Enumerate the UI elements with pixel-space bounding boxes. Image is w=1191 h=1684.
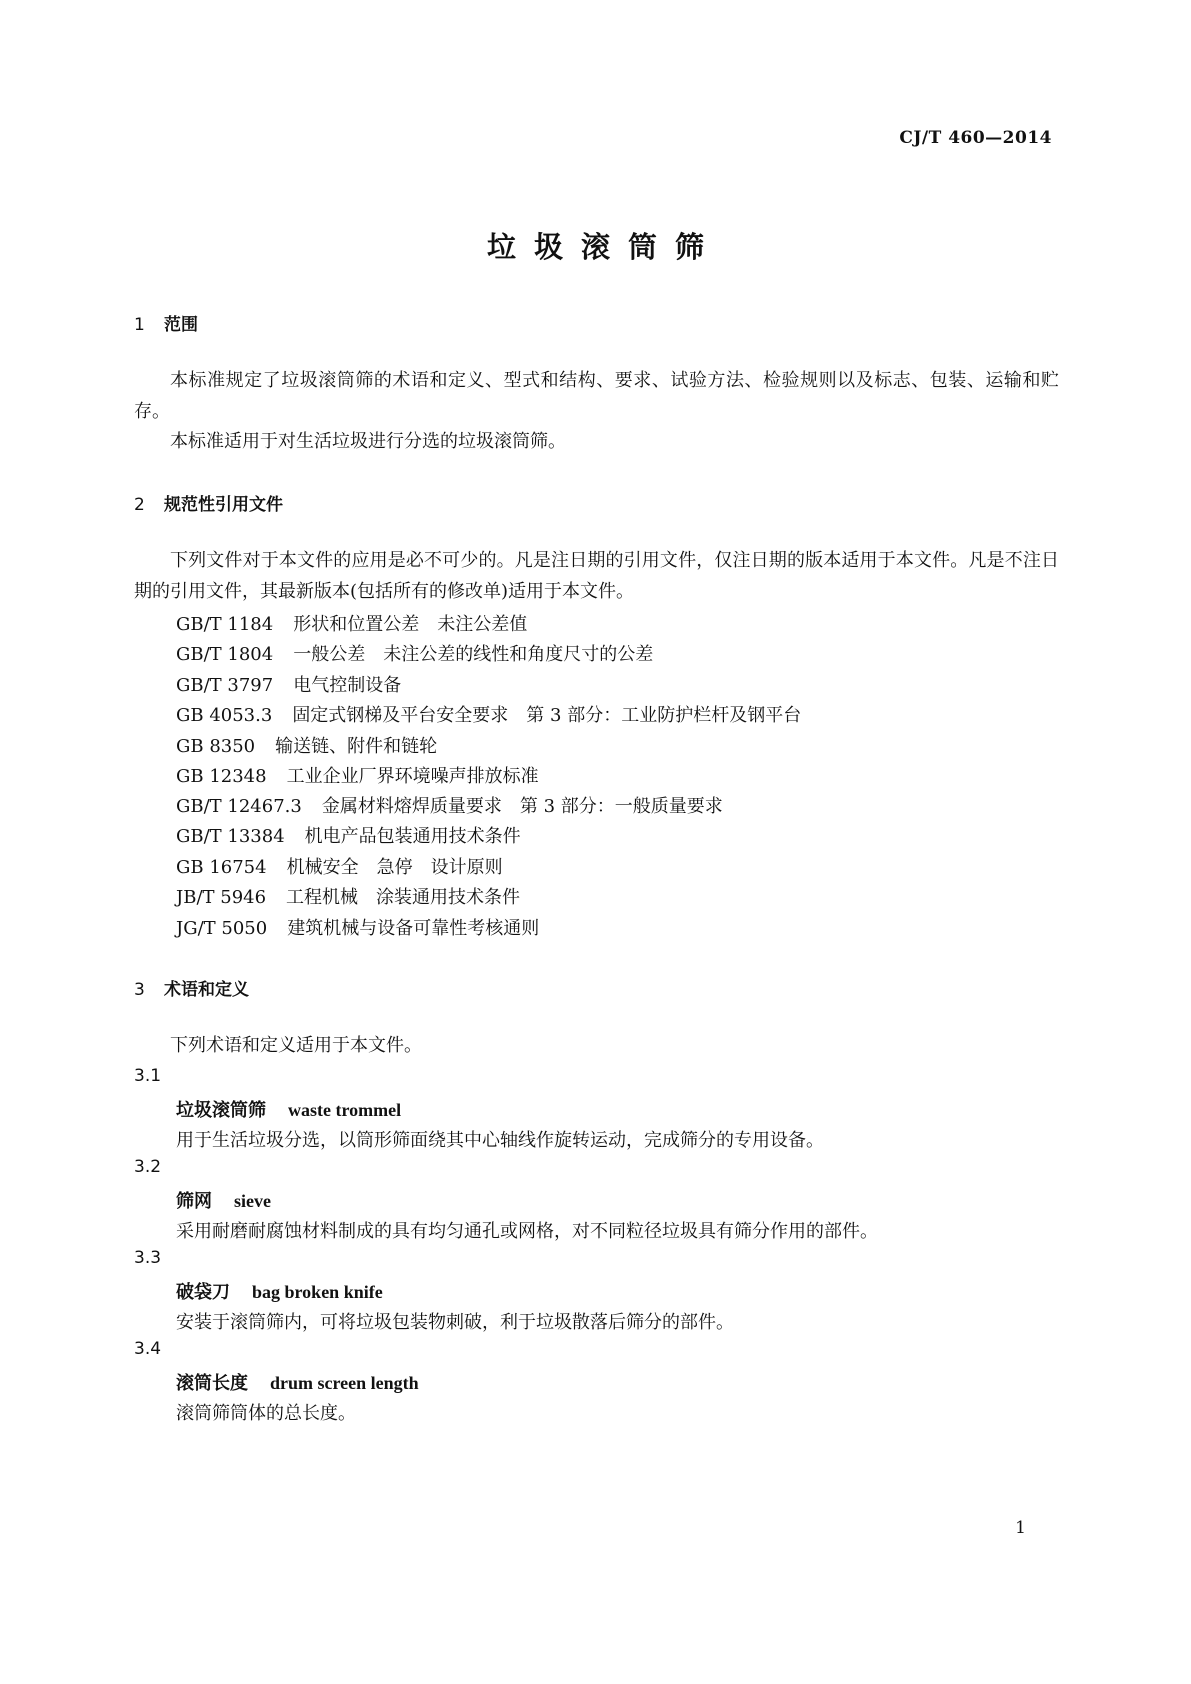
reference-title: 机械安全 急停 设计原则 [286, 857, 503, 878]
section-title: 规范性引用文件 [164, 495, 283, 515]
reference-code: JB/T 5946 [176, 887, 267, 908]
section-1-paragraph-1: 本标准规定了垃圾滚筒筛的术语和定义、型式和结构、要求、试验方法、检验规则以及标志、包装、运输和贮存。 [134, 370, 1059, 422]
section-title: 范围 [164, 315, 198, 335]
reference-item [176, 610, 527, 636]
reference-code: JG/T 5050 [176, 918, 268, 939]
reference-item [176, 732, 437, 758]
reference-title: 输送链、附件和链轮 [275, 736, 438, 757]
reference-code: GB/T 1184 [176, 614, 274, 635]
section-number: 1 [134, 315, 145, 335]
reference-item [176, 792, 723, 818]
standard-code: CJ/T 460—2014 [899, 128, 1052, 148]
term-en: waste trommel [288, 1100, 402, 1120]
reference-code: GB/T 3797 [176, 675, 274, 696]
term-number: 3.3 [134, 1248, 162, 1268]
section-2-heading [134, 490, 283, 515]
reference-item [176, 762, 539, 788]
reference-item [176, 883, 520, 909]
term-cn: 破袋刀 [176, 1282, 230, 1303]
section-1-heading [134, 310, 198, 335]
term-en: bag broken knife [252, 1282, 383, 1302]
term-cn: 垃圾滚筒筛 [176, 1100, 266, 1121]
section-number: 3 [134, 980, 145, 1000]
reference-code: GB 16754 [176, 857, 267, 878]
reference-title: 一般公差 未注公差的线性和角度尺寸的公差 [293, 644, 654, 665]
term-cn: 筛网 [176, 1191, 212, 1212]
section-3-intro: 下列术语和定义适用于本文件。 [170, 1035, 422, 1056]
document-title: 垃圾滚筒筛 [486, 230, 722, 264]
term-definition: 用于生活垃圾分选，以筒形筛面绕其中心轴线作旋转运动，完成筛分的专用设备。 [176, 1130, 824, 1151]
reference-item [176, 853, 503, 879]
term-definition: 安装于滚筒筛内，可将垃圾包装物刺破，利于垃圾散落后筛分的部件。 [176, 1312, 734, 1333]
term-definition: 滚筒筛筒体的总长度。 [176, 1403, 356, 1424]
reference-code: GB/T 13384 [176, 826, 285, 847]
reference-title: 机电产品包装通用技术条件 [304, 826, 521, 847]
section-1-paragraph-2: 本标准适用于对生活垃圾进行分选的垃圾滚筒筛。 [170, 431, 566, 452]
term-en: sieve [234, 1191, 271, 1211]
reference-title: 形状和位置公差 未注公差值 [293, 614, 528, 635]
reference-title: 固定式钢梯及平台安全要求 第 3 部分：工业防护栏杆及钢平台 [292, 705, 802, 726]
term-heading [176, 1369, 419, 1395]
reference-code: GB 12348 [176, 766, 267, 787]
term-number: 3.4 [134, 1339, 162, 1359]
term-number: 3.1 [134, 1066, 162, 1086]
reference-code: GB/T 12467.3 [176, 796, 302, 817]
section-number: 2 [134, 495, 145, 515]
section-3-heading [134, 975, 249, 1000]
term-definition: 采用耐磨耐腐蚀材料制成的具有均匀通孔或网格，对不同粒径垃圾具有筛分作用的部件。 [176, 1221, 878, 1242]
reference-title: 电气控制设备 [293, 675, 402, 696]
reference-title: 金属材料熔焊质量要求 第 3 部分：一般质量要求 [321, 796, 723, 817]
reference-code: GB 4053.3 [176, 705, 273, 726]
reference-item [176, 671, 401, 697]
page-number: 1 [1015, 1518, 1026, 1538]
section-2-intro: 下列文件对于本文件的应用是必不可少的。凡是注日期的引用文件，仅注日期的版本适用于本文件。凡是不注日期的引用文件，其最新版本(包括所有的修改单)适用于本文件。 [134, 550, 1059, 602]
reference-title: 工程机械 涂装通用技术条件 [286, 887, 521, 908]
term-heading [176, 1096, 401, 1122]
reference-item [176, 701, 801, 727]
reference-code: GB 8350 [176, 736, 256, 757]
term-en: drum screen length [270, 1373, 419, 1393]
term-heading [176, 1187, 271, 1213]
section-title: 术语和定义 [164, 980, 249, 1000]
reference-item [176, 640, 653, 666]
term-heading [176, 1278, 383, 1304]
reference-item [176, 914, 539, 940]
reference-code: GB/T 1804 [176, 644, 274, 665]
term-cn: 滚筒长度 [176, 1373, 248, 1394]
reference-item [176, 822, 521, 848]
reference-title: 工业企业厂界环境噪声排放标准 [286, 766, 539, 787]
reference-title: 建筑机械与设备可靠性考核通则 [287, 918, 540, 939]
term-number: 3.2 [134, 1157, 162, 1177]
